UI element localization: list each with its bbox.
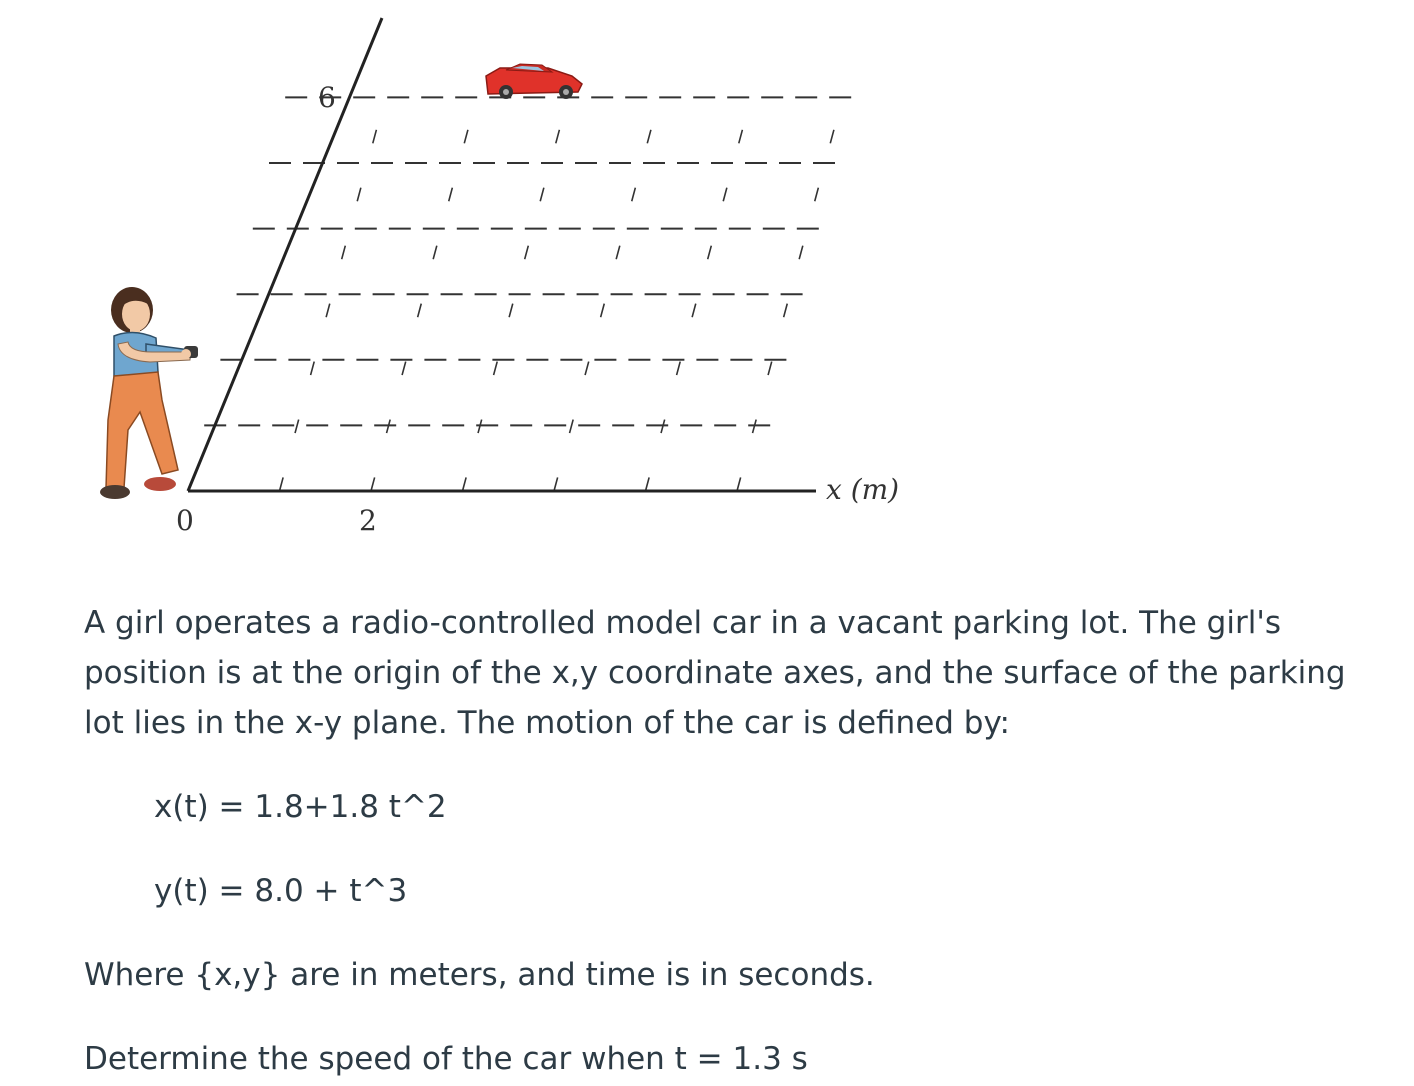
coordinate-grid: [204, 91, 862, 491]
question-text: Determine the speed of the car when t = 1.3 s: [84, 1041, 808, 1077]
grid-line-oblique: [280, 91, 387, 491]
equation-y: y(t) = 8.0 + t^3: [154, 873, 408, 909]
equation-x: x(t) = 1.8+1.8 t^2: [154, 789, 447, 825]
grid-line-oblique: [554, 91, 661, 491]
grid-line-oblique: [371, 91, 478, 491]
x-tick-label-0: 0: [176, 504, 194, 537]
girl-illustration: [100, 287, 198, 499]
grid-line-oblique: [463, 91, 570, 491]
y-tick-label-6: 6: [318, 81, 336, 114]
problem-intro: A girl operates a radio-controlled model car in a vacant parking lot. The girl's position is at the origin of the x,y coordinate axes, and the surface of the parking lot lies in the x-y plane. The motion of the car is defined by:: [84, 605, 1346, 741]
grid-line-oblique: [646, 91, 753, 491]
y-axis: [188, 18, 382, 491]
units-note: Where {x,y} are in meters, and time is in seconds.: [84, 957, 875, 993]
car-illustration: [486, 64, 582, 99]
grid-line-oblique: [737, 91, 844, 491]
x-axis-label: x (m): [826, 473, 900, 506]
x-tick-label-2: 2: [359, 504, 377, 537]
